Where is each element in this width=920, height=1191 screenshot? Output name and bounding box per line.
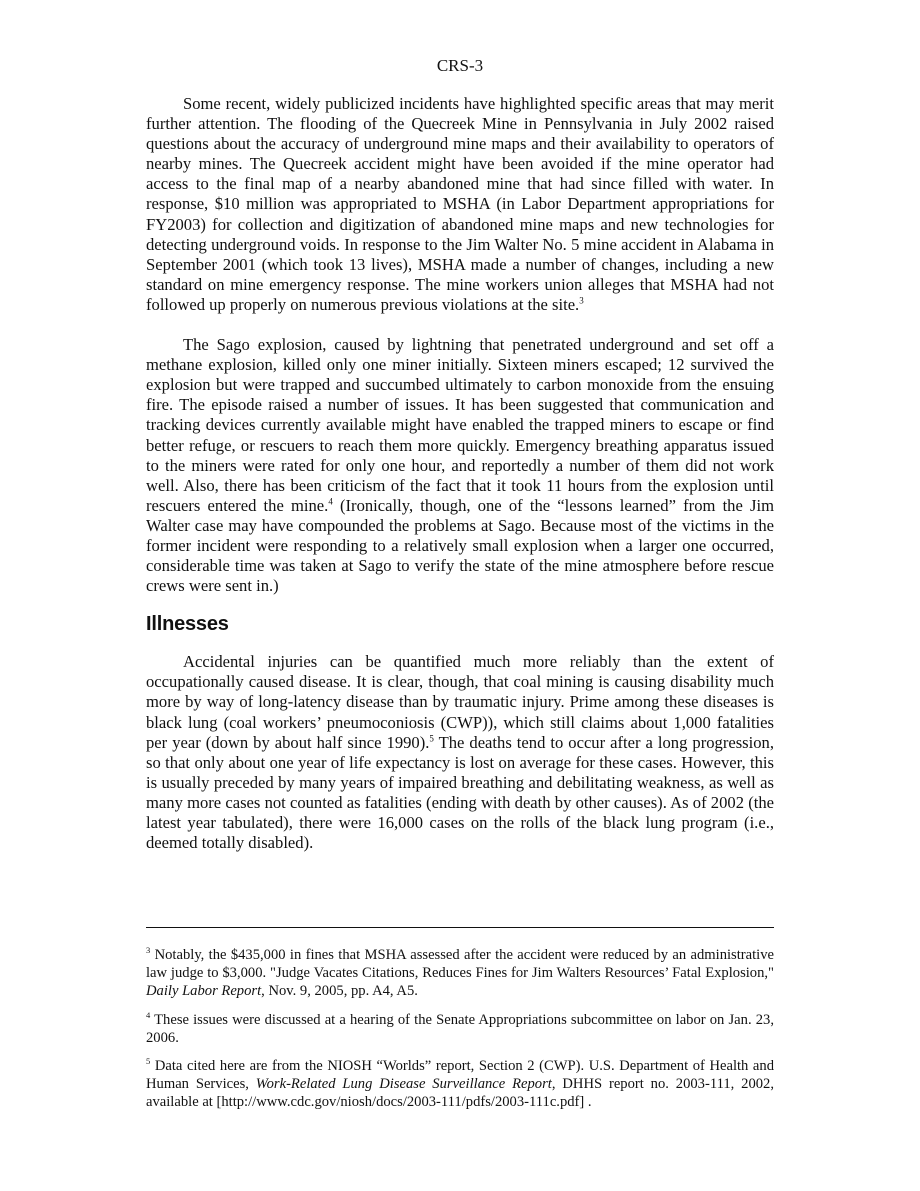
footnote-ref-5[interactable]: 5 xyxy=(429,733,434,744)
page-number-header: CRS-3 xyxy=(436,56,484,75)
footnote-ref-4[interactable]: 4 xyxy=(328,496,333,507)
paragraph-text: The Sago explosion, caused by lightning that penetrated underground and set off a methane explosion, killed only one miner initially. Sixteen miners escaped; 12 survived the explosion but were trapped and succumbed ultimately to carbon monoxide from the ensuing fire. The episode raised a number of issues. It has been suggested that communication and tracking devices currently available might have enabled the trapped miners to escape or find better refuge, or rescuers to reach them more quickly. Emergency breathing apparatus issued to the miners were rated for only one hour, and reportedly a number of them did not work well. Also, there has been criticism of the fact that it took 11 hours from the explosion until rescuers entered the mine. xyxy=(146,335,774,515)
footnote-4 xyxy=(146,1011,774,1047)
footnote-text: Notably, the $435,000 in fines that MSHA assessed after the accident were reduced by an administrative law judge to $3,000. "Judge Vacates Citations, Reduces Fines for Jim Walters Resources’ Fatal Explosion," xyxy=(146,947,774,982)
footnote-divider xyxy=(146,927,774,928)
footnote-text-continued: , Nov. 9, 2005, pp. A4, A5. xyxy=(261,983,418,1000)
paragraph-text-continued: (Ironically, though, one of the “lessons learned” from the Jim Walter case may have compounded the problems at Sago. Because most of the victims in the former incident were responding to a relatively small explosion when a larger one occurred, considerable time was taken at Sago to verify the state of the mine atmosphere before rescue crews were sent in.) xyxy=(146,495,774,596)
paragraph-text-continued: The deaths tend to occur after a long progression, so that only about one year of life expectancy is lost on average for these cases. However, this is usually preceded by many years of impaired breathing and debilitating weakness, as well as many more cases not counted as fatalities (ending with death by other causes). As of 2002 (the latest year tabulated), there were 16,000 cases on the rolls of the black lung program (i.e., deemed totally disabled). xyxy=(146,732,774,853)
paragraph-text: Accidental injuries can be quantified much more reliably than the extent of occupationally caused disease. It is clear, though, that coal mining is causing disability much more by way of long-latency disease than by traumatic injury. Prime among these diseases is black lung (coal workers’ pneumoconiosis (CWP)), which still claims about 1,000 fatalities per year (down by about half since 1990). xyxy=(146,652,774,752)
footnote-number: 4 xyxy=(146,1009,151,1020)
footnote-number: 5 xyxy=(146,1056,151,1067)
footnote-text-continued[interactable]: , DHHS report no. 2003-111, 2002, available at [http://www.cdc.gov/niosh/docs/2003-111/pdfs/2003-111c.pdf] . xyxy=(146,1076,774,1111)
footnote-number: 3 xyxy=(146,945,151,956)
footnote-citation-title: Daily Labor Report xyxy=(146,983,262,1000)
footnote-text: Data cited here are from the NIOSH “Worlds” report, Section 2 (CWP). U.S. Department of Health and Human Services, xyxy=(146,1058,774,1093)
footnote-text: These issues were discussed at a hearing of the Senate Appropriations subcommittee on labor on Jan. 23, 2006. xyxy=(146,1011,774,1046)
section-heading-illnesses: Illnesses xyxy=(146,613,229,636)
footnote-citation-title: Work-Related Lung Disease Surveillance Report xyxy=(255,1076,552,1093)
paragraph-text: Some recent, widely publicized incidents have highlighted specific areas that may merit further attention. The flooding of the Quecreek Mine in Pennsylvania in July 2002 raised questions about the accuracy of underground mine maps and their availability to operators of nearby mines. The Quecreek accident might have been avoided if the mine operator had access to the final map of a nearby abandoned mine that had since filled with water. In response, $10 million was appropriated to MSHA (in Labor Department appropriations for FY2003) for collection and digitization of abandoned mine maps and new technologies for detecting underground voids. In response to the Jim Walter No. 5 mine accident in Alabama in September 2001 (which took 13 lives), MSHA made a number of changes, including a new standard on mine emergency response. The mine workers union alleges that MSHA had not followed up properly on numerous previous violations at the site. xyxy=(146,94,774,314)
footnote-ref-3[interactable]: 3 xyxy=(579,295,584,306)
paragraph-incidents xyxy=(146,94,774,315)
document-body xyxy=(146,94,774,853)
paragraph-sago xyxy=(146,335,774,596)
footnote-5 xyxy=(146,1057,774,1112)
footnotes-section xyxy=(146,946,774,1112)
paragraph-illnesses xyxy=(146,652,774,853)
footnote-3 xyxy=(146,946,774,1001)
